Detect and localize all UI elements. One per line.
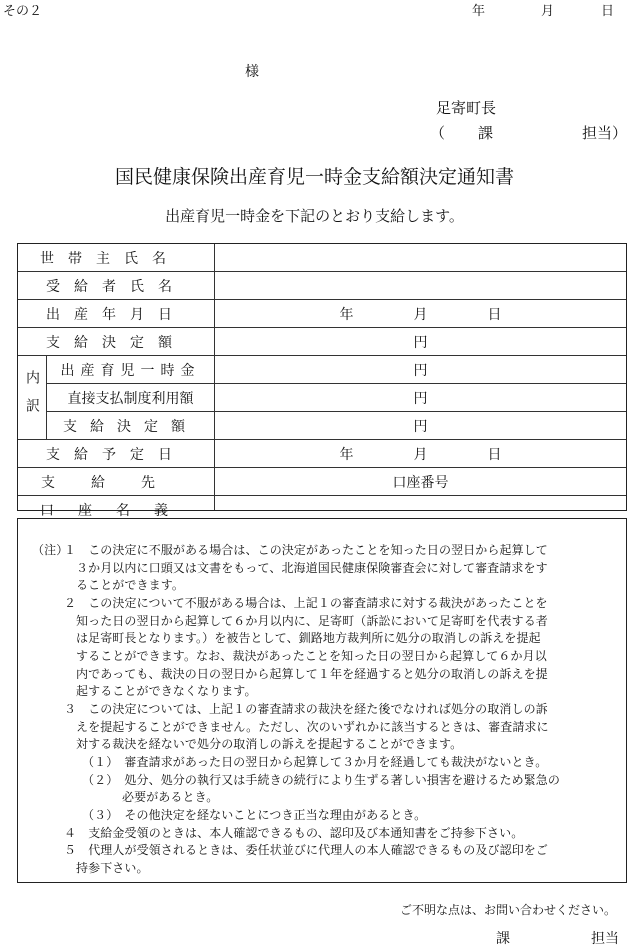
details-table [17,243,627,519]
unit-yen: 円 [413,418,428,435]
value-payment-amount[interactable] [215,328,626,355]
note-line: ４ 支給金受領のときは、本人確認できるもの、認印及び本通知書をご持参下さい。 [64,826,524,840]
issuer-staff-label: 担当） [582,124,628,142]
unit-yen: 円 [413,390,428,407]
value-direct-payment[interactable] [215,384,626,411]
note-line: ３か月以内に口頭又は文書をもって、北海道国民健康保険審査会に対して審査請求をす [76,561,548,575]
date-month-label: 月 [541,4,555,19]
label-text: 口座名義 [40,503,192,519]
value-lump-sum[interactable] [215,356,626,383]
date-year-label: 年 [472,4,486,19]
unit-month: 月 [413,306,428,323]
label-text: 受給者氏名 [46,278,186,295]
note-line: 持参下さい。 [76,861,149,875]
label-direct-payment [47,384,214,411]
notes-prefix: （注） [32,543,69,557]
unit-year: 年 [339,446,354,463]
note-line: ２ この決定について不服がある場合は、上記１の審査請求に対する裁決があったことを [64,596,548,610]
page-subtitle: 出産育児一時金を下記のとおり支給します。 [165,207,464,225]
notes-box [17,518,627,883]
value-household-head[interactable] [215,244,626,271]
note-line: 必要があるとき。 [122,790,219,804]
label-text: 支給先 [41,474,191,491]
label-breakdown-amount [47,412,214,439]
unit-yen: 円 [413,362,428,379]
value-account-name[interactable] [215,496,626,510]
label-payment-amount [18,328,214,355]
value-payment-date[interactable] [215,440,626,467]
date-day-label: 日 [601,4,615,19]
label-text: 出産年月日 [46,306,186,323]
unit-day: 日 [487,446,502,463]
note-line: 知った日の翌日から起算して６か月以内に、足寄町（訴訟において足寄町を代表する者 [76,614,548,628]
label-text: 出産育児一時金 [60,362,201,379]
note-line: （１） 審査請求があった日の翌日から起算して３か月を経過しても裁決がないとき。 [82,755,548,769]
unit-year: 年 [339,306,354,323]
value-destination[interactable] [215,468,626,495]
note-line: １ この決定に不服がある場合は、この決定があったことを知った日の翌日から起算して [64,543,548,557]
page-title: 国民健康保険出産育児一時金支給額決定通知書 [114,166,514,188]
label-recipient [18,272,214,299]
note-line: （３） その他決定を経ないことにつき正当な理由があるとき。 [82,808,427,822]
unit-month: 月 [413,446,428,463]
unit-day: 日 [487,306,502,323]
note-line: ３ この決定については、上記１の審査請求の裁決を経た後でなければ処分の取消しの訴 [64,702,548,716]
label-payment-date [18,440,214,467]
note-line: （２） 処分、処分の執行又は手続きの続行により生ずる著しい損害を避けるため緊急の [82,773,561,787]
label-text: 支給決定額 [63,418,198,435]
note-line: 内であっても、裁決の日の翌日から起算して１年を経過すると処分の取消しの訴えを提 [76,667,548,681]
label-account-name [18,496,214,519]
label-lump-sum [47,356,214,383]
label-text: 内訳 [24,370,40,426]
value-recipient[interactable] [215,272,626,299]
note-line: 起することができなくなります。 [76,684,257,698]
label-breakdown [18,356,46,440]
account-number-label: 口座番号 [392,474,449,491]
label-destination [18,468,214,495]
note-line: ることができます。 [76,578,184,592]
issuer-name: 足寄町長 [436,99,497,117]
issuer-dept-label: 課 [478,124,494,142]
label-text: 世帯主氏名 [40,250,180,267]
note-line: ５ 代理人が受領されるときは、委任状並びに代理人の本人確認できるもの及び認印をご [64,843,549,857]
label-text: 支給予定日 [46,446,186,463]
value-breakdown-amount[interactable] [215,412,626,439]
note-line: 対する裁決を経ないで処分の取消しの訴えを提起することができます。 [76,737,463,751]
form-number: その２ [3,4,43,19]
addressee-suffix: 様 [245,64,259,80]
note-line: することができます。なお、裁決があったことを知った日の翌日から起算して６か月以 [76,649,547,663]
footer-dept-label: 課 [496,931,510,947]
inquiry-text: ご不明な点は、お問い合わせください。 [400,903,617,917]
value-birth-date[interactable] [215,300,626,327]
label-text: 直接支払制度利用額 [67,390,194,407]
note-line: は足寄町長となります。）を被告として、釧路地方裁判所に処分の取消しの訴えを提起 [76,631,541,645]
footer-staff-label: 担当 [591,931,619,947]
label-household-head [18,244,214,271]
issuer-open-paren: （ [430,124,446,142]
label-birth-date [18,300,214,327]
label-text: 支給決定額 [46,334,186,351]
note-line: えを提起することができません。ただし、次のいずれかに該当するときは、審査請求に [76,720,549,734]
unit-yen: 円 [413,334,428,351]
